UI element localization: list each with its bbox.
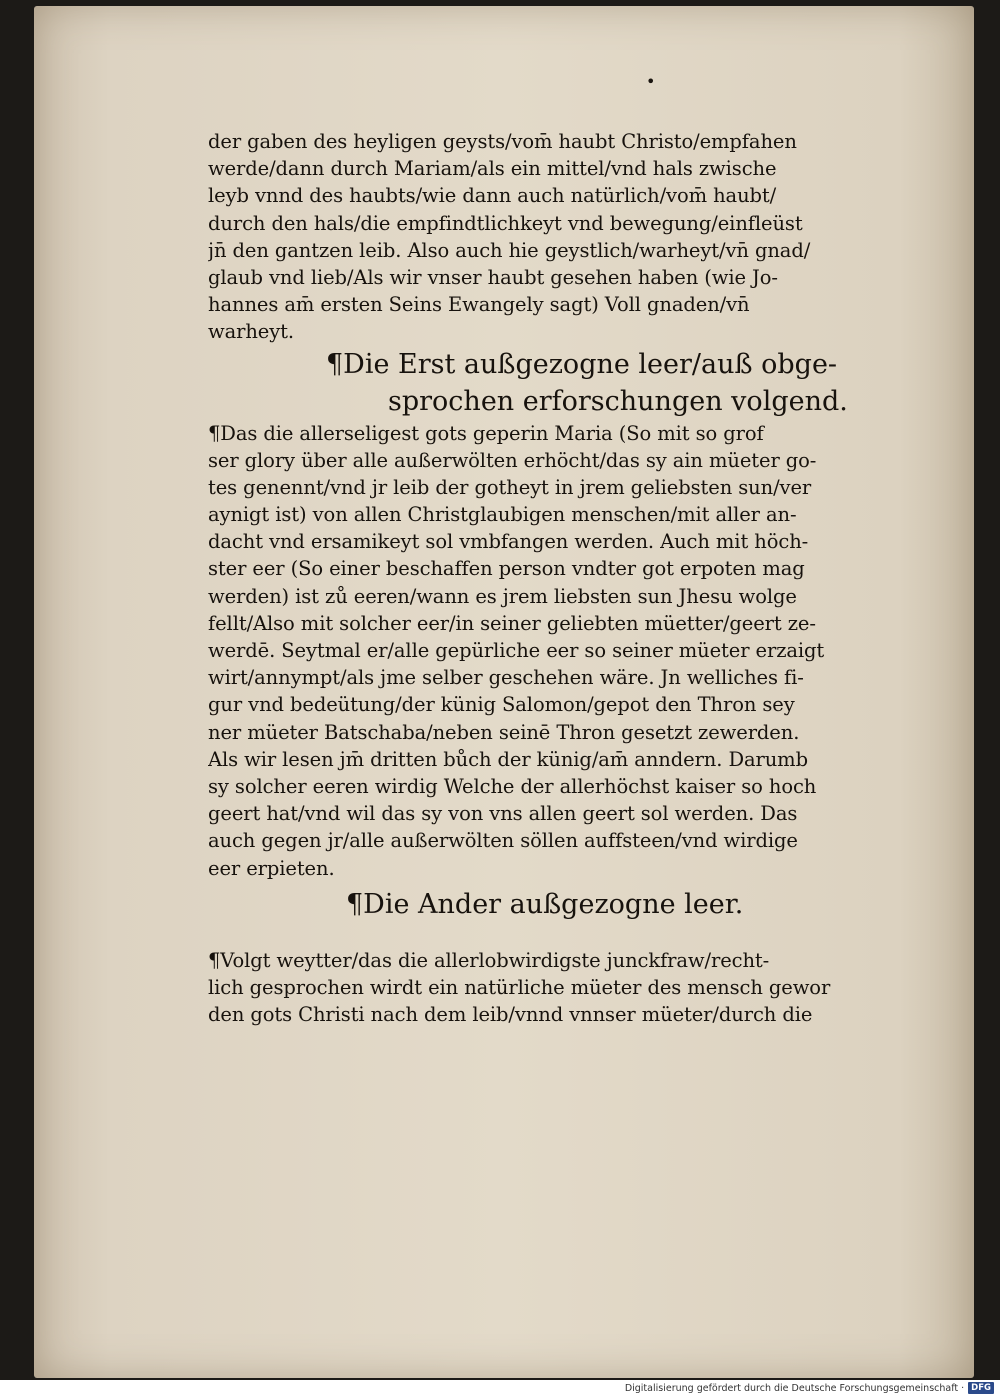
- page-text: [208, 128, 928, 1028]
- paragraph-3: [208, 947, 928, 1029]
- text-line: dacht vnd ersamikeyt sol vmbfangen werden. Auch mit höch-: [208, 530, 809, 554]
- text-line: gur vnd bedeütung/der künig Salomon/gepot den Thron sey: [208, 693, 795, 717]
- dfg-logo: DFG: [968, 1382, 994, 1394]
- text-line: werden) ist zů eeren/wann es jrem liebsten sun Jhesu wolge: [208, 584, 797, 608]
- text-line: ¶Das die allerseligest gots geperin Maria (So mit so grof: [208, 421, 764, 445]
- text-line: ¶Volgt weytter/das die allerlobwirdigste junckfraw/recht-: [208, 948, 770, 972]
- text-line: glaub vnd lieb/Als wir vnser haubt gesehen haben (wie Jo-: [208, 265, 778, 289]
- digitization-credit: [625, 1381, 994, 1395]
- text-line: werdē. Seytmal er/alle gepürliche eer so seiner müeter erzaigt: [208, 639, 825, 662]
- text-line: der gaben des heyligen geysts/vom̄ haubt Christo/empfahen: [208, 130, 797, 153]
- text-line: ser glory über alle außerwölten erhöcht/das sy ain müeter go-: [208, 448, 817, 472]
- text-line: tes genennt/vnd jr leib der gotheyt in jrem geliebsten sun/ver: [208, 475, 812, 499]
- section-heading-2: ¶Die Ander außgezogne leer.: [346, 888, 744, 920]
- text-line: wirt/annympt/als jme selber geschehen wäre. Jn welliches fi-: [208, 666, 804, 690]
- text-line: warheyt.: [208, 320, 294, 344]
- page-mark: •: [646, 72, 656, 91]
- text-line: fellt/Also mit solcher eer/in seiner geliebten müetter/geert ze-: [208, 611, 816, 635]
- text-line: ner müeter Batschaba/neben seinē Thron gesetzt zewerden.: [208, 720, 800, 744]
- spacer: [208, 923, 928, 947]
- text-line: eer erpieten.: [208, 856, 335, 880]
- text-line: auch gegen jr/alle außerwölten söllen auffsteen/vnd wirdige: [208, 829, 798, 853]
- credit-text: Digitalisierung gefördert durch die Deutsche Forschungsgemeinschaft ·: [624, 1382, 965, 1394]
- text-line: geert hat/vnd wil das sy von vns allen geert sol werden. Das: [208, 802, 798, 826]
- text-line: hannes am̄ ersten Seins Ewangely sagt) Voll gnaden/vn̄: [208, 293, 750, 317]
- text-line: werde/dann durch Mariam/als ein mittel/vnd hals zwische: [208, 157, 777, 181]
- text-line: leyb vnnd des haubts/wie dann auch natürlich/vom̄ haubt/: [208, 184, 777, 208]
- heading-line: sprochen erforschungen volgend.: [388, 385, 848, 417]
- text-line: lich gesprochen wirdt ein natürliche müeter des mensch gewor: [208, 975, 831, 999]
- text-line: Als wir lesen jm̄ dritten bůch der künig/am̄ anndern. Darumb: [208, 747, 808, 771]
- section-heading-1: [208, 346, 928, 420]
- text-line: den gots Christi nach dem leib/vnnd vnnser müeter/durch die: [208, 1003, 813, 1027]
- paragraph-2: [208, 420, 928, 882]
- text-line: aynigt ist) von allen Christglaubigen menschen/mit aller an-: [208, 503, 797, 527]
- heading-line: ¶Die Erst außgezogne leer/auß obge-: [326, 348, 838, 380]
- text-line: jn̄ den gantzen leib. Also auch hie geystlich/warheyt/vn̄ gnad/: [208, 238, 811, 262]
- text-line: ster eer (So einer beschaffen person vndter got erpoten mag: [208, 557, 805, 581]
- paragraph-1: [208, 128, 928, 346]
- text-line: sy solcher eeren wirdig Welche der allerhöchst kaiser so hoch: [208, 774, 817, 798]
- text-line: durch den hals/die empfindtlichkeyt vnd bewegung/einfleüst: [208, 211, 803, 235]
